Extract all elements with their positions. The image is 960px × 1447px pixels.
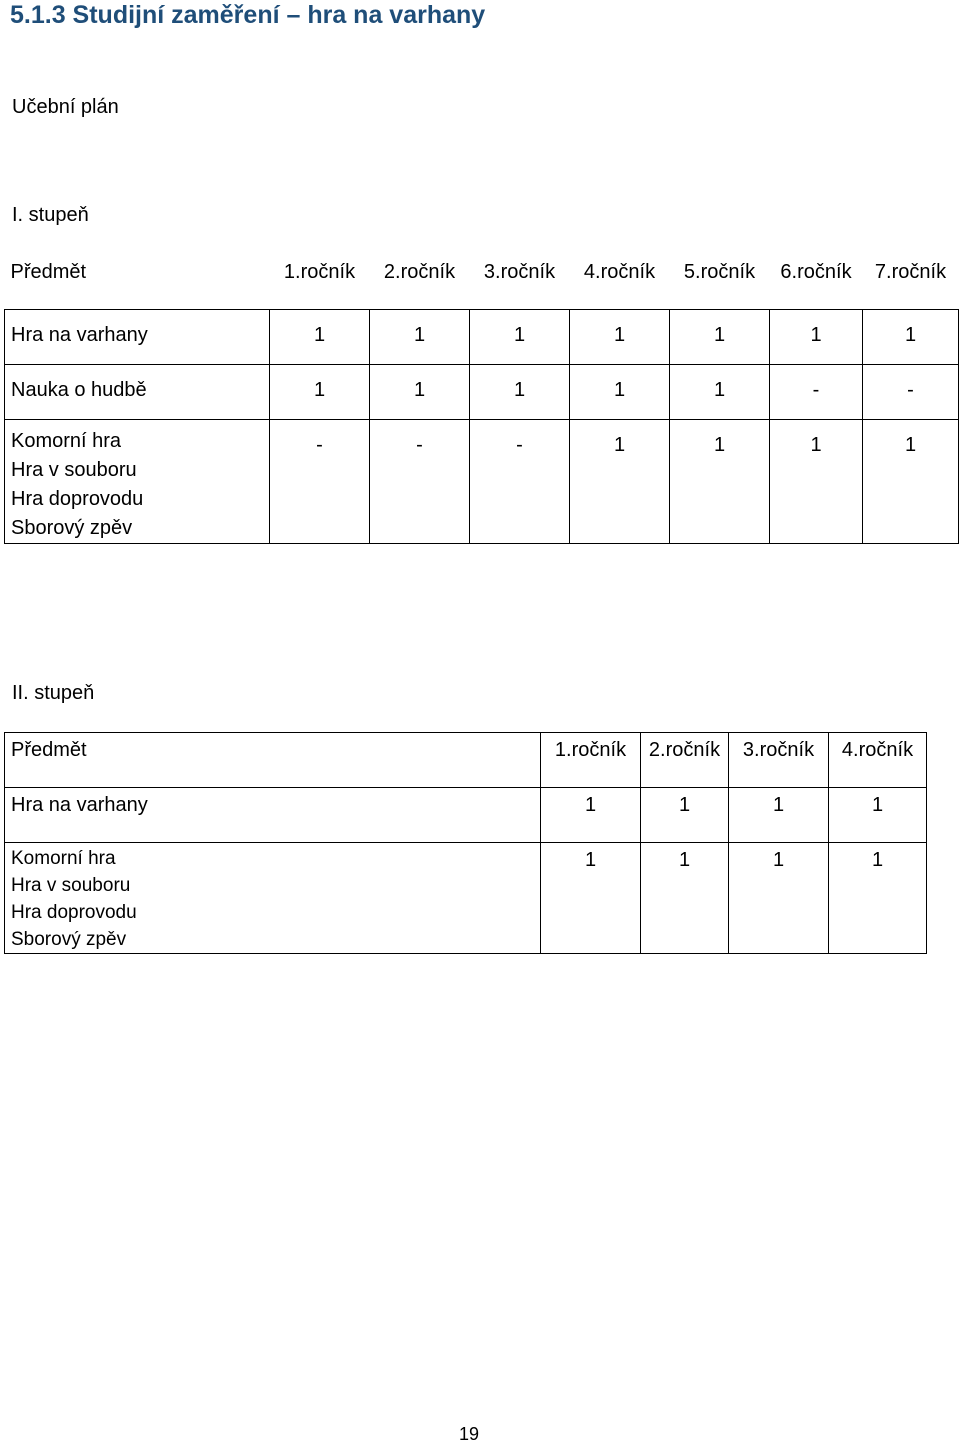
value-cell: 1 (541, 788, 641, 843)
subject-cell: Hra na varhany (5, 309, 270, 364)
value-cell: 1 (541, 843, 641, 954)
value-cell: 1 (570, 364, 670, 419)
subject-header: Předmět (5, 733, 541, 788)
value-cell: 1 (270, 364, 370, 419)
value-cell: - (470, 419, 570, 543)
value-cell: - (370, 419, 470, 543)
year-header: 2.ročník (641, 733, 729, 788)
stage2-table (4, 732, 927, 954)
value-cell: 1 (670, 419, 770, 543)
section-heading: 5.1.3 Studijní zaměření – hra na varhany (10, 1, 486, 29)
year-header: 2.ročník (383, 261, 456, 283)
value-cell: 1 (470, 309, 570, 364)
table-row (5, 419, 959, 543)
value-cell: 1 (829, 843, 927, 954)
year-header: 7.ročník (874, 261, 947, 283)
subject-cell: Nauka o hudbě (5, 364, 270, 419)
subject-line: Komorní hra (11, 848, 116, 869)
value-cell: 1 (570, 419, 670, 543)
value-cell: 1 (770, 419, 863, 543)
value-cell: 1 (863, 419, 959, 543)
value-cell: 1 (641, 788, 729, 843)
value-cell: 1 (470, 364, 570, 419)
stage1-header-row (5, 257, 959, 309)
value-cell: - (270, 419, 370, 543)
value-cell: - (863, 364, 959, 419)
value-cell: 1 (729, 843, 829, 954)
stage2-header-row (5, 733, 927, 788)
subject-line: Hra doprovodu (11, 902, 137, 923)
stage1-table (4, 257, 959, 544)
value-cell: - (770, 364, 863, 419)
table-row (5, 364, 959, 419)
subject-header: Předmět (10, 261, 87, 283)
stage1-label: I. stupeň (12, 204, 89, 226)
year-header: 4.ročník (829, 733, 927, 788)
stage2-label: II. stupeň (12, 682, 95, 704)
year-header: 6.ročník (780, 261, 852, 283)
subject-line: Sborový zpěv (11, 929, 127, 950)
value-cell: 1 (670, 364, 770, 419)
table-row (5, 309, 959, 364)
value-cell: 1 (370, 364, 470, 419)
subject-line: Hra doprovodu (11, 487, 144, 510)
subject-cell: Hra na varhany (5, 788, 541, 843)
subject-line: Hra v souboru (11, 875, 131, 896)
subject-cell (5, 419, 270, 543)
table-row (5, 843, 927, 954)
value-cell: 1 (829, 788, 927, 843)
value-cell: 1 (370, 309, 470, 364)
value-cell: 1 (729, 788, 829, 843)
value-cell: 1 (670, 309, 770, 364)
curriculum-subtitle: Učební plán (12, 96, 119, 118)
value-cell: 1 (863, 309, 959, 364)
value-cell: 1 (270, 309, 370, 364)
year-header: 4.ročník (583, 261, 656, 283)
year-header: 5.ročník (683, 261, 756, 283)
subject-line: Komorní hra (11, 429, 122, 452)
value-cell: 1 (570, 309, 670, 364)
year-header: 1.ročník (283, 261, 356, 283)
subject-line: Sborový zpěv (11, 516, 133, 539)
value-cell: 1 (770, 309, 863, 364)
year-header: 1.ročník (541, 733, 641, 788)
page-number: 19 (458, 1424, 480, 1444)
year-header: 3.ročník (729, 733, 829, 788)
subject-line: Hra v souboru (11, 458, 137, 481)
table-row (5, 788, 927, 843)
value-cell: 1 (641, 843, 729, 954)
year-header: 3.ročník (483, 261, 556, 283)
subject-cell (5, 843, 541, 954)
